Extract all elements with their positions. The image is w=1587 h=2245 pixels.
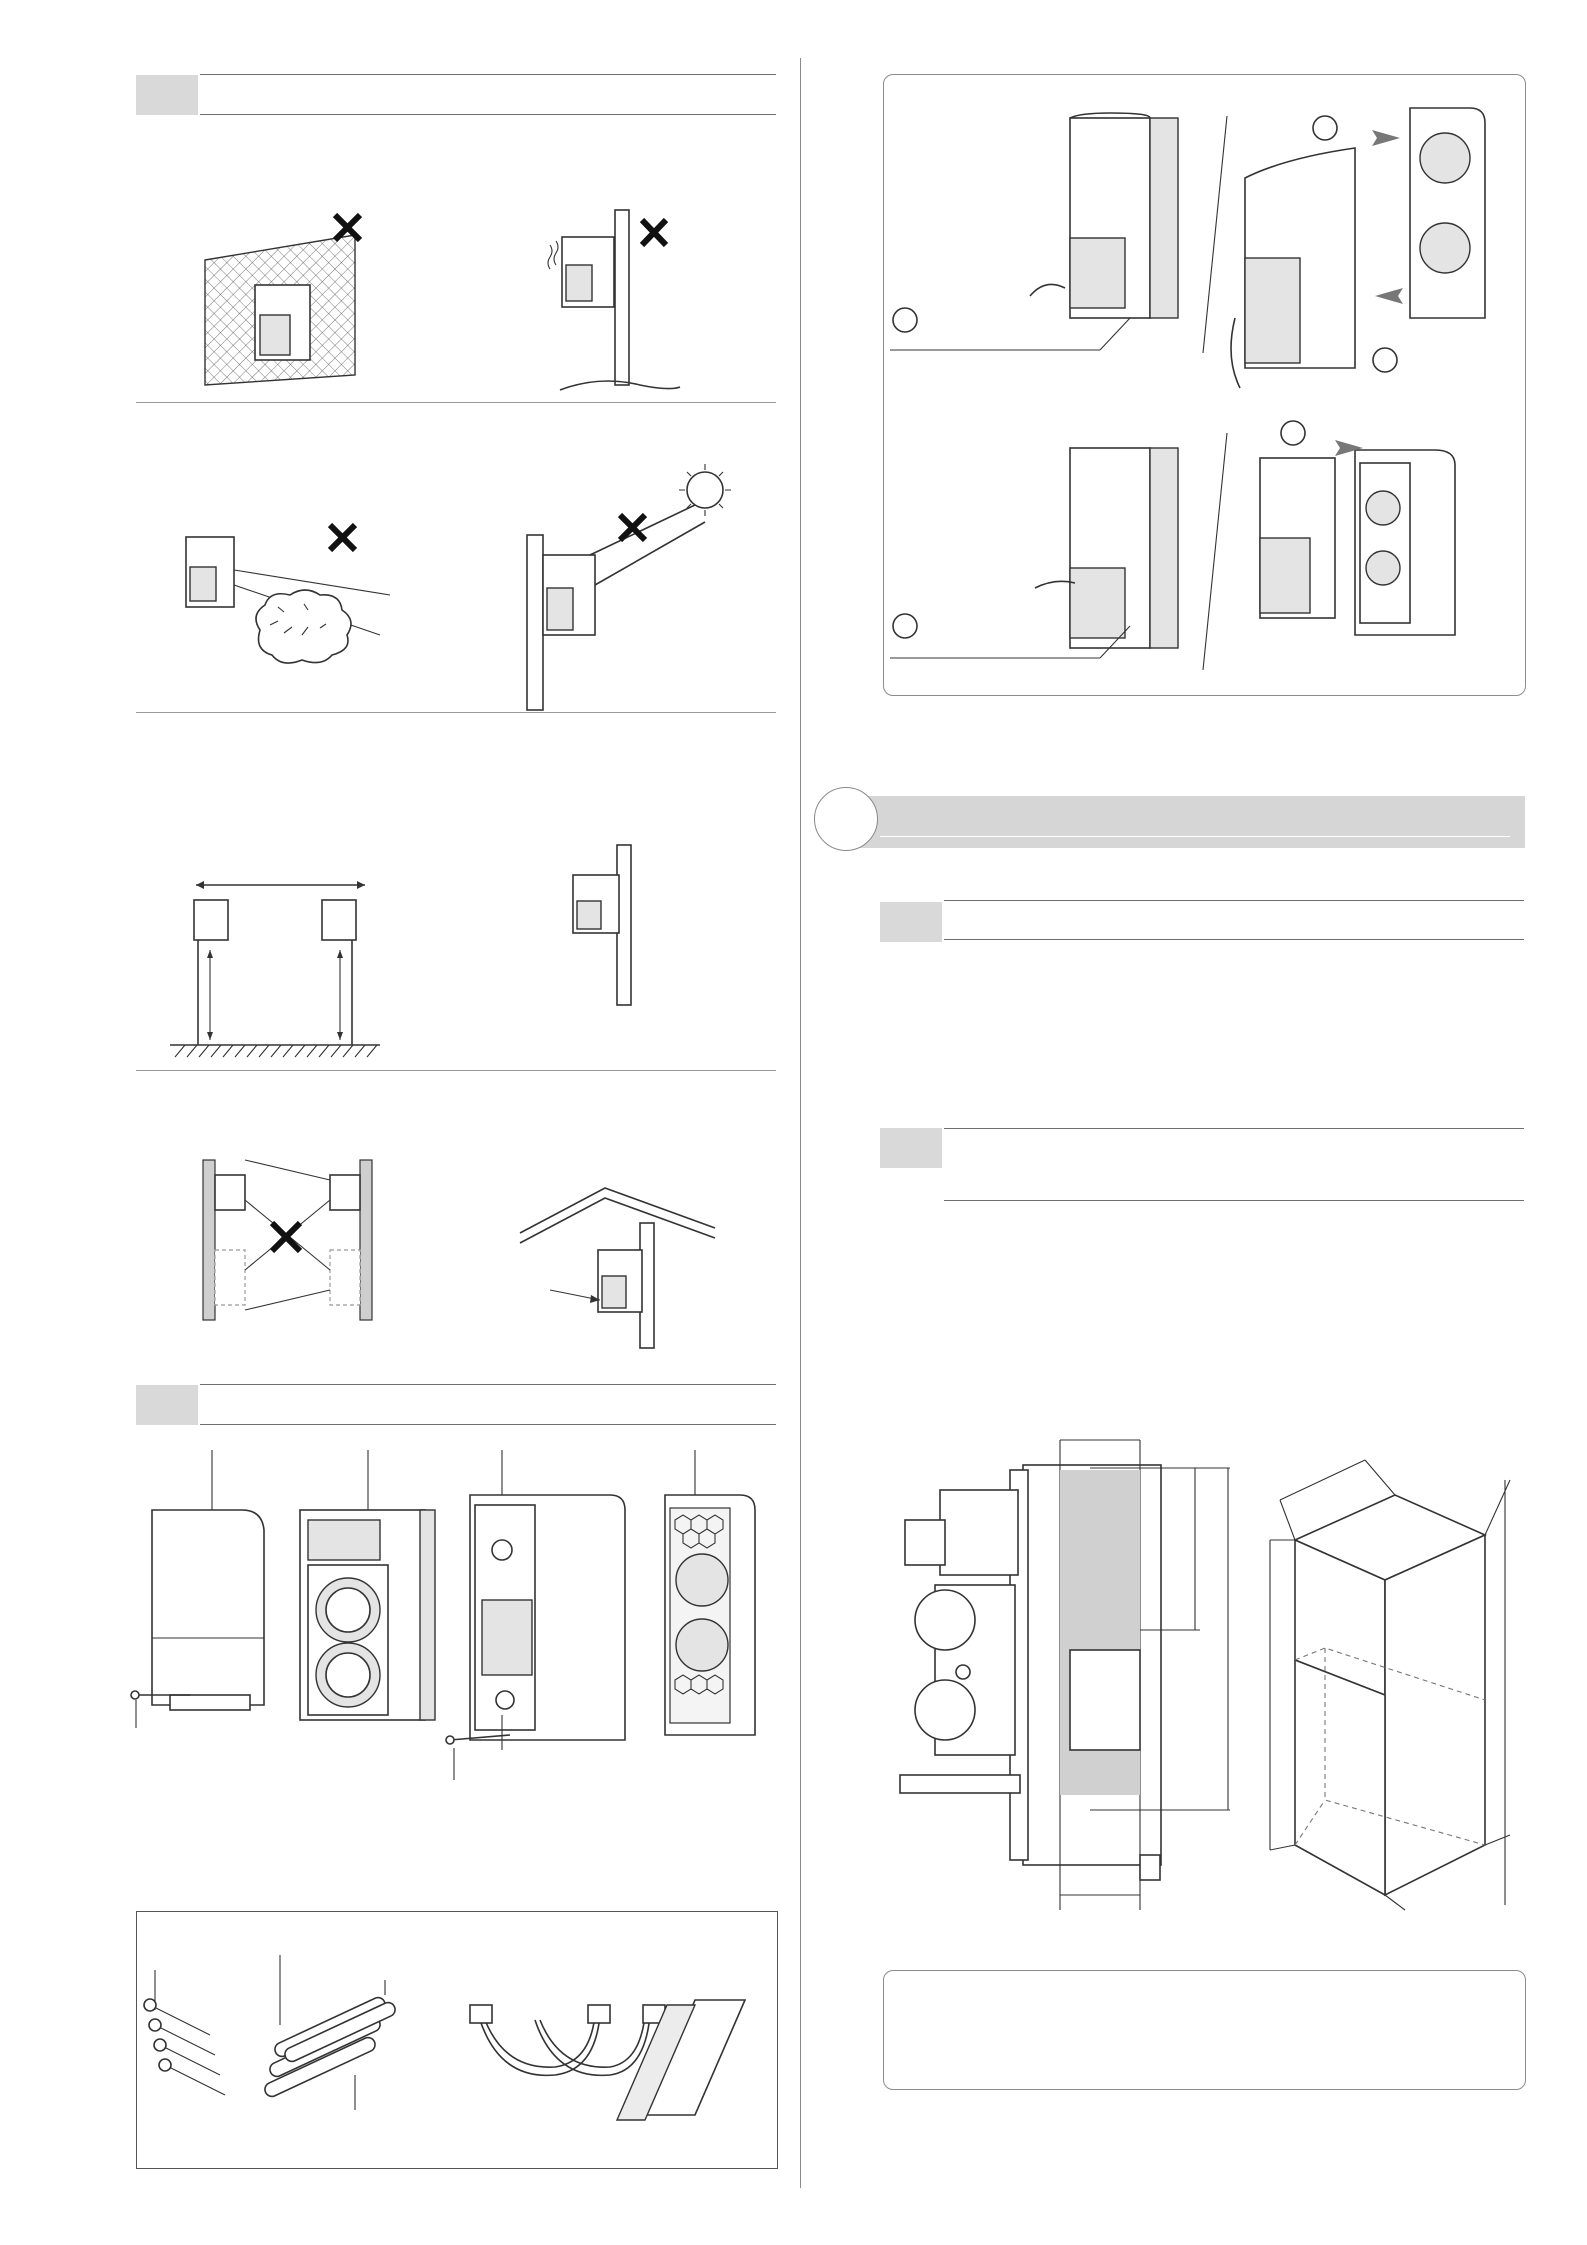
section-tab-3 (880, 902, 942, 942)
illustration-height-spacing (170, 875, 390, 1060)
section-tab-2 (136, 1385, 198, 1425)
illustration-unstable-wall (195, 205, 395, 390)
illustration-box-dimensions (1270, 1440, 1525, 1910)
section-rule (200, 1384, 776, 1385)
section-rule (944, 900, 1524, 901)
section-tab-4 (880, 1128, 942, 1168)
section-tab-1 (136, 75, 198, 115)
section-rule (200, 74, 776, 75)
numbered-callout-circle-icon (1313, 116, 1337, 140)
illustration-sun-glare (505, 460, 735, 715)
section-rule (944, 1128, 1524, 1129)
section-rule (200, 1424, 776, 1425)
panel-divider (136, 712, 776, 713)
numbered-callout-circle-icon (1281, 421, 1305, 445)
sun-icon (687, 472, 723, 508)
illustration-accessories (140, 1950, 770, 2160)
chapter-band-rule (880, 836, 1510, 837)
note-box (883, 1970, 1526, 2090)
illustration-foliage-obstruction (180, 515, 410, 685)
section-rule (944, 939, 1524, 940)
panel-divider (136, 402, 776, 403)
illustration-under-roof (520, 1178, 720, 1348)
illustration-exploded-parts (130, 1450, 780, 1850)
illustration-reflection-walls (195, 1150, 385, 1320)
section-rule (944, 1200, 1524, 1201)
numbered-callout-circle-icon (893, 308, 917, 332)
chapter-band (845, 796, 1525, 848)
chapter-number-circle (814, 787, 878, 851)
panel-divider (136, 1070, 776, 1071)
illustration-side-dimensions (895, 1440, 1235, 1910)
numbered-callout-circle-icon (1373, 348, 1397, 372)
section-rule (200, 114, 776, 115)
numbered-callout-circle-icon (893, 614, 917, 638)
illustration-cover-removal (885, 78, 1525, 690)
arrow-icon (1372, 130, 1400, 146)
illustration-vibrating-pole (540, 205, 700, 395)
illustration-pole-mount (565, 845, 645, 1005)
column-divider (800, 58, 801, 2188)
